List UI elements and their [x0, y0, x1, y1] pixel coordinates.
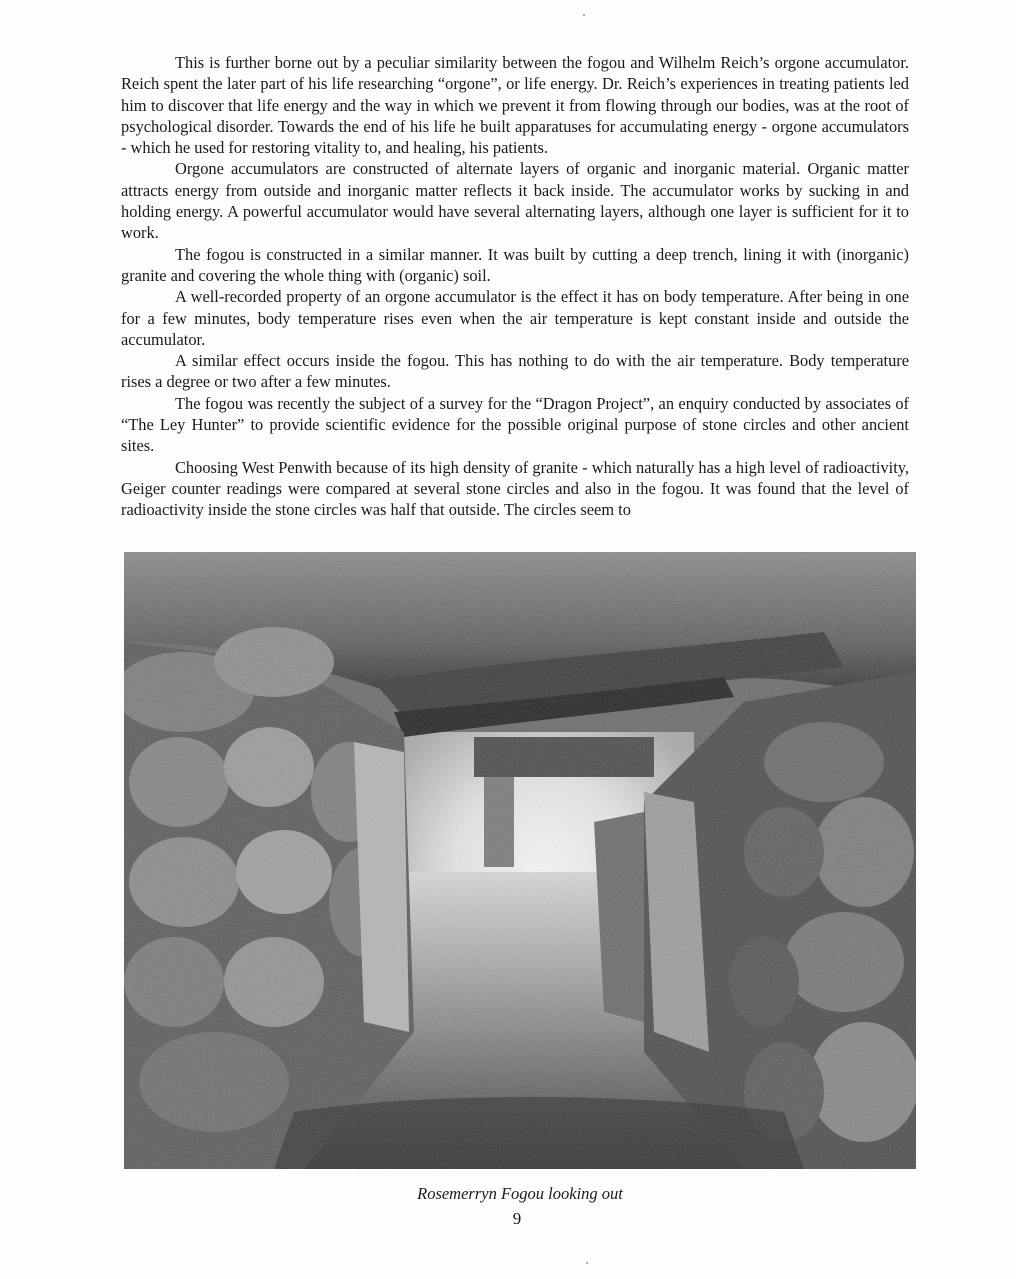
paper-speck	[583, 14, 585, 16]
paragraph-3: The fogou is constructed in a similar manner. It was built by cutting a deep trench, lining it with (inorganic) granite and covering the whole thing with (organic) soil.	[121, 244, 909, 285]
paragraph-7: Choosing West Penwith because of its high density of granite - which naturally has a high level of radioactivity, Geiger counter readings were compared at several stone circles and also in the fogou. It was found that the level of radioactivity inside the stone circles was half that outside. The circles seem to	[121, 457, 909, 520]
fogou-photograph	[124, 552, 916, 1169]
paragraph-6: The fogou was recently the subject of a survey for the “Dragon Project”, an enquiry conducted by associates of “The Ley Hunter” to provide scientific evidence for the possible original purpose of stone circles and other ancient sites.	[121, 393, 909, 456]
body-text	[121, 52, 909, 521]
fogou-photo-illustration	[124, 552, 916, 1169]
paper-speck	[586, 1262, 588, 1264]
paragraph-2: Orgone accumulators are constructed of alternate layers of organic and inorganic material. Organic matter attracts energy from outside and inorganic matter reflects it back inside. The accumulator works by sucking in and holding energy. A powerful accumulator would have several alternating layers, although one layer is sufficient for it to work.	[121, 159, 909, 243]
paragraph-4: A well-recorded property of an orgone accumulator is the effect it has on body temperature. After being in one for a few minutes, body temperature rises even when the air temperature is kept constant inside and outside the accumulator.	[121, 287, 909, 349]
paragraph-1: This is further borne out by a peculiar similarity between the fogou and Wilhelm Reich’s orgone accumulator. Reich spent the later part of his life researching “orgone”, or life energy. Dr. Reich’s experiences in treating patients led him to discover that life energy and the way in which we prevent it from flowing through our bodies, was at the root of psychological disorder. Towards the end of his life he built apparatuses for accumulating energy - orgone accumulators - which he used for restoring vitality to, and healing, his patients.	[121, 53, 909, 158]
page-number: 9	[512, 1209, 522, 1228]
photo-caption: Rosemerryn Fogou looking out	[417, 1184, 623, 1203]
paragraph-5: A similar effect occurs inside the fogou. This has nothing to do with the air temperature. Body temperature rises a degree or two after a few minutes.	[121, 351, 909, 392]
